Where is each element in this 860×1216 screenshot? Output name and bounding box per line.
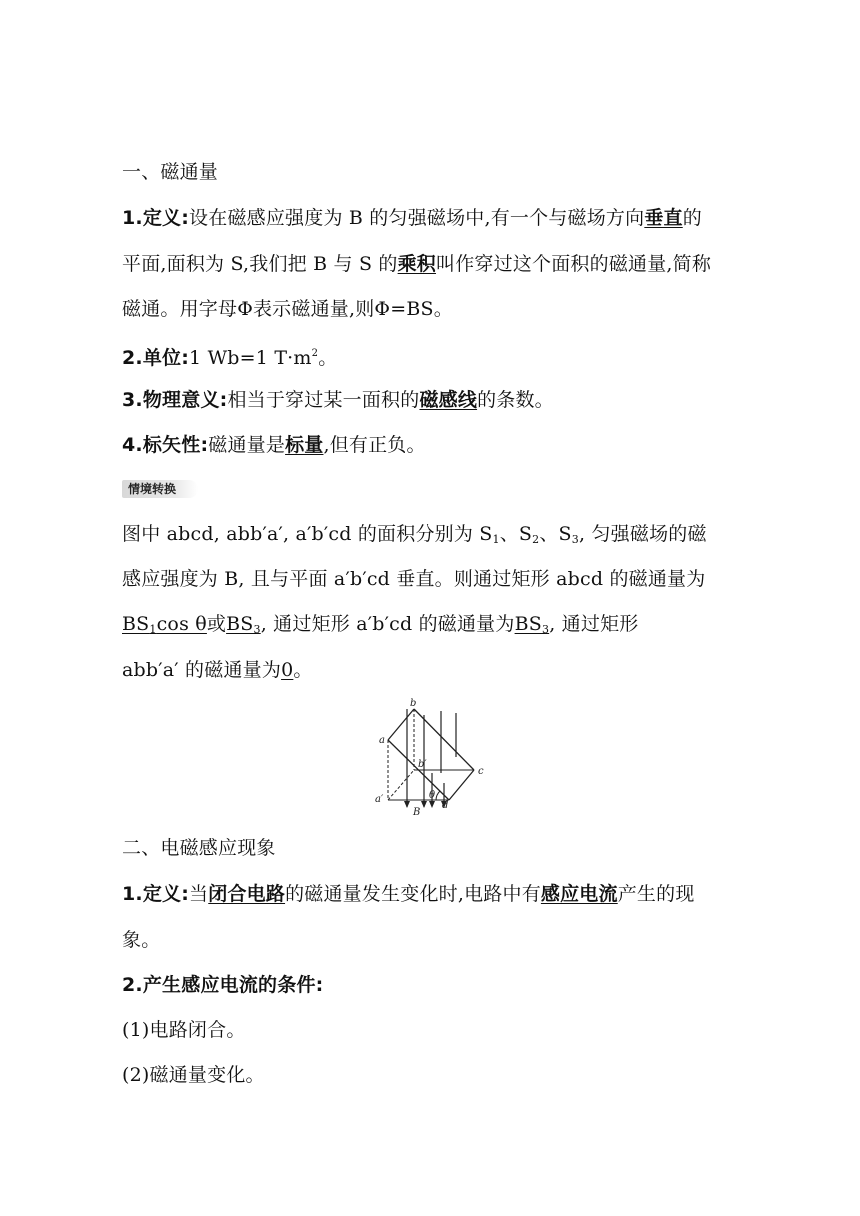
answer-blank: 标量 <box>285 434 324 456</box>
context-line-4: abb′a′ 的磁通量为0。 <box>122 659 313 681</box>
label-theta: θ <box>429 790 436 801</box>
flux-definition-line-2: 平面,面积为 S,我们把 B 与 S 的乘积叫作穿过这个面积的磁通量,简称 <box>122 253 712 275</box>
answer-blank: 乘积 <box>397 253 437 275</box>
context-line-3: $BS_1\cos$ θ或$BS_3$, 通过矩形 a′b′cd 的磁通量为$BS_3$, 通过矩形 <box>122 613 639 636</box>
flux-unit-line: 2.单位:1 Wb=1 $T\cdot m^2$。 <box>122 347 338 369</box>
answer-blank: $BS_3$ <box>514 613 550 636</box>
condition-item: (1)电路闭合。 <box>122 1019 246 1041</box>
answer-blank: 闭合电路 <box>208 883 286 905</box>
flux-scalar-line: 4.标矢性:磁通量是标量,但有正负。 <box>122 434 426 456</box>
context-line-2: 感应强度为 B, 且与平面 a′b′cd 垂直。则通过矩形 abcd 的磁通量为 <box>122 568 706 590</box>
flux-definition-line-3: 磁通。用字母Φ表示磁通量,则Φ=BS。 <box>122 298 453 320</box>
context-badge: 情境转换 <box>122 480 198 498</box>
flux-definition-line-1: 1.定义:设在磁感应强度为 B 的匀强磁场中,有一个与磁场方向垂直的 <box>122 207 702 229</box>
label-B: B <box>413 807 421 817</box>
answer-blank: 垂直 <box>644 207 683 229</box>
answer-blank: 0 <box>281 659 294 681</box>
label-b-prime: b′ <box>418 759 427 770</box>
flux-meaning-line: 3.物理意义:相当于穿过某一面积的磁感线的条数。 <box>122 389 554 411</box>
answer-blank: $BS_3$ <box>226 613 261 636</box>
induction-definition-line-1: 1.定义:当闭合电路的磁通量发生变化时,电路中有感应电流产生的现 <box>122 883 695 905</box>
section-heading-flux: 一、磁通量 <box>122 161 219 183</box>
induction-condition-title: 2.产生感应电流的条件: <box>122 974 324 996</box>
answer-blank: 感应电流 <box>540 883 618 905</box>
condition-item: (2)磁通量变化。 <box>122 1064 265 1086</box>
induction-definition-line-2: 象。 <box>122 929 161 951</box>
answer-blank: $BS_1\cos$ θ <box>122 613 207 636</box>
section-heading-induction: 二、电磁感应现象 <box>122 837 276 859</box>
label-b: b <box>410 698 417 709</box>
label-d: d <box>442 800 449 811</box>
label-a: a <box>379 735 385 746</box>
answer-blank: 磁感线 <box>419 389 478 411</box>
context-line-1: 图中 abcd, abb′a′, a′b′cd 的面积分别为 $S_1$、$S_2$、$S_3$, 匀强磁场的磁 <box>122 523 707 546</box>
label-c: c <box>478 766 484 777</box>
flux-diagram <box>370 697 500 817</box>
label-a-prime: a′ <box>375 794 384 805</box>
